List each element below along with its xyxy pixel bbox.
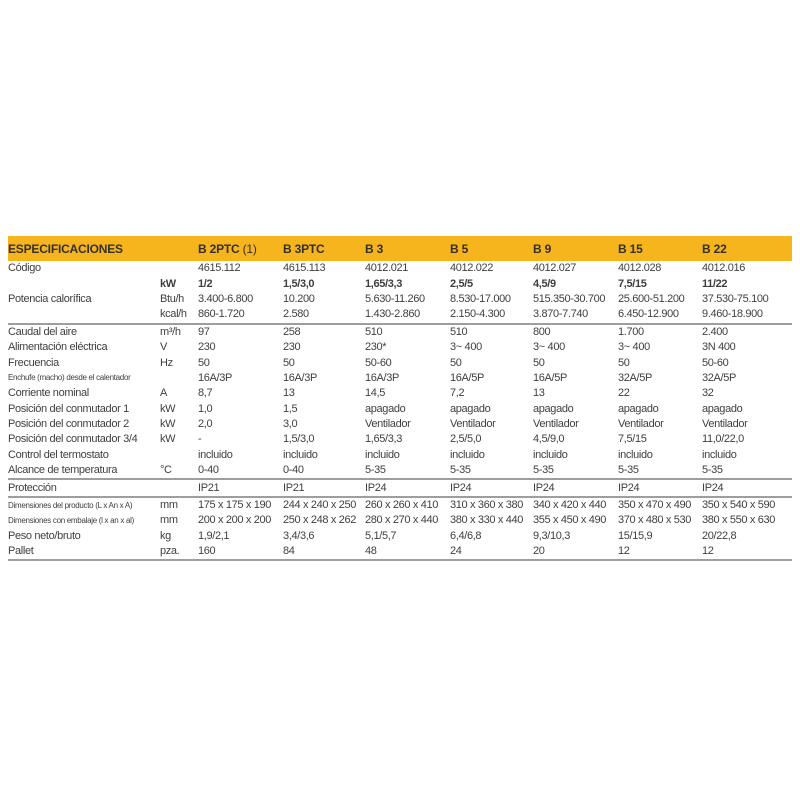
cell-value: 5.630-11.260 [365, 292, 425, 305]
cell-value: 260 x 260 x 410 [365, 497, 450, 513]
row-unit: mm [160, 514, 178, 527]
cell-value: Ventilador [533, 418, 579, 431]
cell-value: 4615.113 [283, 262, 326, 275]
cell-value: 5-35 [618, 464, 639, 477]
table-row [8, 355, 792, 370]
cell-value: IP24 [365, 479, 450, 496]
table-title: ESPECIFICACIONES [8, 236, 160, 261]
cell-value: apagado [618, 402, 659, 415]
row-unit: Hz [160, 356, 173, 369]
cell-value: 250 x 248 x 262 [283, 514, 357, 527]
cell-value: IP24 [450, 479, 533, 496]
cell-value: 0-40 [283, 464, 304, 477]
cell-value: 48 [365, 545, 377, 558]
cell-value: 5-35 [365, 464, 386, 477]
row-unit: pza. [160, 545, 180, 558]
cell-value: 15/15,9 [618, 529, 653, 542]
cell-value: 37.530-75.100 [702, 292, 769, 305]
row-label: Alimentación eléctrica [8, 341, 108, 354]
cell-value: 4012.021 [365, 262, 409, 275]
cell-value: 3,4/3,6 [283, 529, 315, 542]
row-unit [160, 448, 198, 463]
cell-value: 510 [450, 324, 533, 340]
cell-value: 22 [618, 387, 630, 400]
cell-value: 4615.112 [198, 262, 241, 275]
cell-value: 8.530-17.000 [450, 292, 511, 305]
column-name: B 15 [618, 241, 643, 256]
cell-value: incluido [618, 448, 653, 461]
cell-value: 860-1.720 [198, 308, 245, 321]
row-label: Dimensiones con embalaje (l x an x al) [8, 515, 134, 525]
cell-value: 4012.028 [618, 262, 662, 275]
cell-value: 16A/5P [450, 371, 484, 384]
row-unit [160, 479, 198, 496]
cell-value: 3~ 400 [618, 341, 650, 354]
column-header-b-3 [365, 236, 450, 261]
row-unit: mm [160, 497, 198, 513]
cell-value: 0-40 [198, 464, 219, 477]
cell-value: 9,3/10,3 [533, 529, 570, 542]
column-header-b-3ptc [283, 236, 365, 261]
cell-value: 4,5/9 [533, 277, 556, 290]
cell-value: 32A/5P [702, 371, 736, 384]
column-name: B 2PTC [198, 241, 240, 256]
column-header-b-22 [702, 236, 792, 261]
row-unit: kW [160, 433, 176, 446]
cell-value: 32 [702, 387, 714, 400]
cell-value: 24 [450, 545, 462, 558]
cell-value: 380 x 330 x 440 [450, 514, 524, 527]
cell-value: 2.580 [283, 308, 309, 321]
row-unit [160, 261, 198, 276]
row-label: Peso neto/bruto [8, 529, 81, 542]
cell-value: 25.600-51.200 [618, 292, 685, 305]
table-row [8, 544, 792, 560]
table-row [8, 529, 792, 544]
row-unit: kcal/h [160, 308, 187, 321]
cell-value: Ventilador [450, 418, 496, 431]
cell-value: 4,5/9,0 [533, 433, 565, 446]
column-name: B 5 [450, 241, 469, 256]
cell-value: 50 [618, 356, 630, 369]
cell-value: 5-35 [450, 464, 471, 477]
cell-value: incluido [702, 448, 737, 461]
cell-value: 50 [198, 356, 210, 369]
row-unit [160, 371, 198, 386]
row-unit: °C [160, 464, 172, 477]
row-label: Código [8, 262, 41, 275]
column-name: B 22 [702, 241, 727, 256]
cell-value: 1,65/3,3 [365, 433, 402, 446]
cell-value: 380 x 550 x 630 [702, 514, 776, 527]
specifications-table [8, 236, 792, 561]
cell-value: 2.150-4.300 [450, 308, 505, 321]
cell-value: - [198, 433, 202, 446]
cell-value: incluido [283, 448, 318, 461]
cell-value: 1.430-2.860 [365, 308, 420, 321]
table-row [8, 307, 792, 323]
cell-value: 370 x 480 x 530 [618, 514, 692, 527]
row-label: Posición del conmutador 3/4 [8, 433, 138, 446]
cell-value: 5,1/5,7 [365, 529, 397, 542]
cell-value: 50-60 [702, 356, 729, 369]
cell-value: 350 x 470 x 490 [618, 497, 702, 513]
row-label: Posición del conmutador 2 [8, 418, 129, 431]
table-row [8, 497, 792, 513]
row-label [8, 307, 160, 323]
cell-value: 32A/5P [618, 371, 652, 384]
cell-value: 4012.022 [450, 262, 494, 275]
cell-value: 50 [450, 356, 462, 369]
cell-value: 3N 400 [702, 341, 736, 354]
table-row [8, 340, 792, 355]
cell-value: 258 [283, 324, 365, 340]
row-label: Caudal del aire [8, 324, 160, 340]
cell-value: 4012.027 [533, 262, 577, 275]
cell-value: 3.400-6.800 [198, 292, 253, 305]
cell-value: incluido [365, 448, 400, 461]
cell-value: 1,65/3,3 [365, 277, 402, 290]
row-label: Alcance de temperatura [8, 464, 118, 477]
table-row [8, 371, 792, 386]
cell-value: IP21 [283, 479, 365, 496]
cell-value: 50-60 [365, 356, 392, 369]
table-row [8, 402, 792, 417]
cell-value: 3~ 400 [533, 341, 565, 354]
cell-value: 12 [618, 545, 630, 558]
row-label: Posición del conmutador 1 [8, 402, 129, 415]
cell-value: 3.870-7.740 [533, 308, 588, 321]
cell-value: 280 x 270 x 440 [365, 514, 439, 527]
column-name: B 3PTC [283, 241, 325, 256]
table-row [8, 479, 792, 496]
column-header-b-2ptc [198, 236, 283, 261]
cell-value: apagado [702, 402, 743, 415]
cell-value: 200 x 200 x 200 [198, 514, 272, 527]
cell-value: 6,4/6,8 [450, 529, 482, 542]
row-label: Dimensiones del producto (L x An x A) [8, 497, 160, 513]
cell-value: 7,5/15 [618, 277, 647, 290]
cell-value: 10.200 [283, 292, 315, 305]
cell-value: 16A/3P [283, 371, 317, 384]
cell-value: 8,7 [198, 387, 213, 400]
cell-value: 2,0 [198, 418, 213, 431]
table-row [8, 292, 792, 307]
cell-value: apagado [365, 402, 406, 415]
cell-value: 7,5/15 [618, 433, 647, 446]
cell-value: 50 [533, 356, 545, 369]
unit-column-header [160, 236, 198, 261]
cell-value: 355 x 450 x 490 [533, 514, 607, 527]
row-unit: kW [160, 418, 176, 431]
table-row [8, 276, 792, 291]
cell-value: 3,0 [283, 418, 298, 431]
row-label: Control del termostato [8, 448, 109, 461]
row-label: Frecuencia [8, 356, 59, 369]
row-unit: kW [160, 402, 176, 415]
cell-value: 20/22,8 [702, 529, 737, 542]
row-unit: Btu/h [160, 292, 184, 305]
cell-value: 340 x 420 x 440 [533, 497, 618, 513]
cell-value: 16A/5P [533, 371, 567, 384]
cell-value: 50 [283, 356, 295, 369]
cell-value: 175 x 175 x 190 [198, 497, 283, 513]
column-name: B 3 [365, 241, 384, 256]
table-row [8, 261, 792, 276]
cell-value: 11/22 [702, 277, 728, 290]
cell-value: 160 [198, 545, 216, 558]
cell-value: 1,5/3,0 [283, 433, 315, 446]
table-row [8, 513, 792, 528]
cell-value: 20 [533, 545, 545, 558]
row-unit: kg [160, 529, 171, 542]
cell-value: Ventilador [702, 418, 748, 431]
cell-value: 800 [533, 324, 618, 340]
column-note: (1) [239, 241, 257, 256]
cell-value: 2,5/5 [450, 277, 473, 290]
cell-value: apagado [533, 402, 574, 415]
row-label: Pallet [8, 545, 34, 558]
column-header-b-5 [450, 236, 533, 261]
cell-value: 310 x 360 x 380 [450, 497, 533, 513]
cell-value: 1,0 [198, 402, 213, 415]
cell-value: incluido [450, 448, 485, 461]
cell-value: IP21 [198, 479, 283, 496]
row-label: Potencia calorífica [8, 292, 92, 305]
cell-value: 16A/3P [198, 371, 232, 384]
row-unit: m³/h [160, 324, 198, 340]
row-label: Corriente nominal [8, 387, 89, 400]
cell-value: incluido [533, 448, 568, 461]
row-label [8, 276, 160, 291]
cell-value: IP24 [533, 479, 618, 496]
table-row [8, 386, 792, 401]
cell-value: IP24 [618, 479, 702, 496]
cell-value: 515.350-30.700 [533, 292, 606, 305]
cell-value: 16A/3P [365, 371, 399, 384]
row-label: Protección [8, 479, 160, 496]
cell-value: 12 [702, 545, 714, 558]
cell-value: 4012.016 [702, 262, 746, 275]
cell-value: 14,5 [365, 387, 386, 400]
cell-value: 97 [198, 324, 283, 340]
cell-value: 11,0/22,0 [702, 433, 744, 446]
cell-value: 1,9/2,1 [198, 529, 230, 542]
row-label: Enchufe (macho) desde el calentador [8, 373, 131, 383]
cell-value: 350 x 540 x 590 [702, 497, 792, 513]
cell-value: 2,5/5,0 [450, 433, 482, 446]
column-name: B 9 [533, 241, 552, 256]
column-header-b-15 [618, 236, 702, 261]
cell-value: 1/2 [198, 277, 213, 290]
table-row [8, 432, 792, 447]
cell-value: 1.700 [618, 324, 702, 340]
header-row [8, 236, 792, 261]
row-unit: kW [160, 277, 176, 290]
cell-value: 230 [283, 341, 301, 354]
cell-value: incluido [198, 448, 233, 461]
cell-value: Ventilador [618, 418, 664, 431]
cell-value: 9.460-18.900 [702, 308, 763, 321]
cell-value: IP24 [702, 479, 792, 496]
cell-value: 3~ 400 [450, 341, 482, 354]
table-row [8, 463, 792, 479]
cell-value: 6.450-12.900 [618, 308, 679, 321]
cell-value: 84 [283, 545, 295, 558]
cell-value: Ventilador [365, 418, 411, 431]
table-row [8, 448, 792, 463]
table-row [8, 417, 792, 432]
row-unit: A [160, 387, 167, 400]
table-row [8, 324, 792, 340]
spec-table [8, 236, 792, 561]
cell-value: 1,5/3,0 [283, 277, 315, 290]
cell-value: 7,2 [450, 387, 465, 400]
column-header-b-9 [533, 236, 618, 261]
cell-value: 5-35 [702, 464, 723, 477]
cell-value: 244 x 240 x 250 [283, 497, 365, 513]
cell-value: 510 [365, 324, 450, 340]
cell-value: 230* [365, 341, 387, 354]
cell-value: apagado [450, 402, 491, 415]
cell-value: 2.400 [702, 324, 792, 340]
cell-value: 13 [283, 387, 295, 400]
cell-value: 230 [198, 341, 216, 354]
cell-value: 1,5 [283, 402, 298, 415]
row-unit: V [160, 341, 167, 354]
cell-value: 5-35 [533, 464, 554, 477]
cell-value: 13 [533, 387, 545, 400]
